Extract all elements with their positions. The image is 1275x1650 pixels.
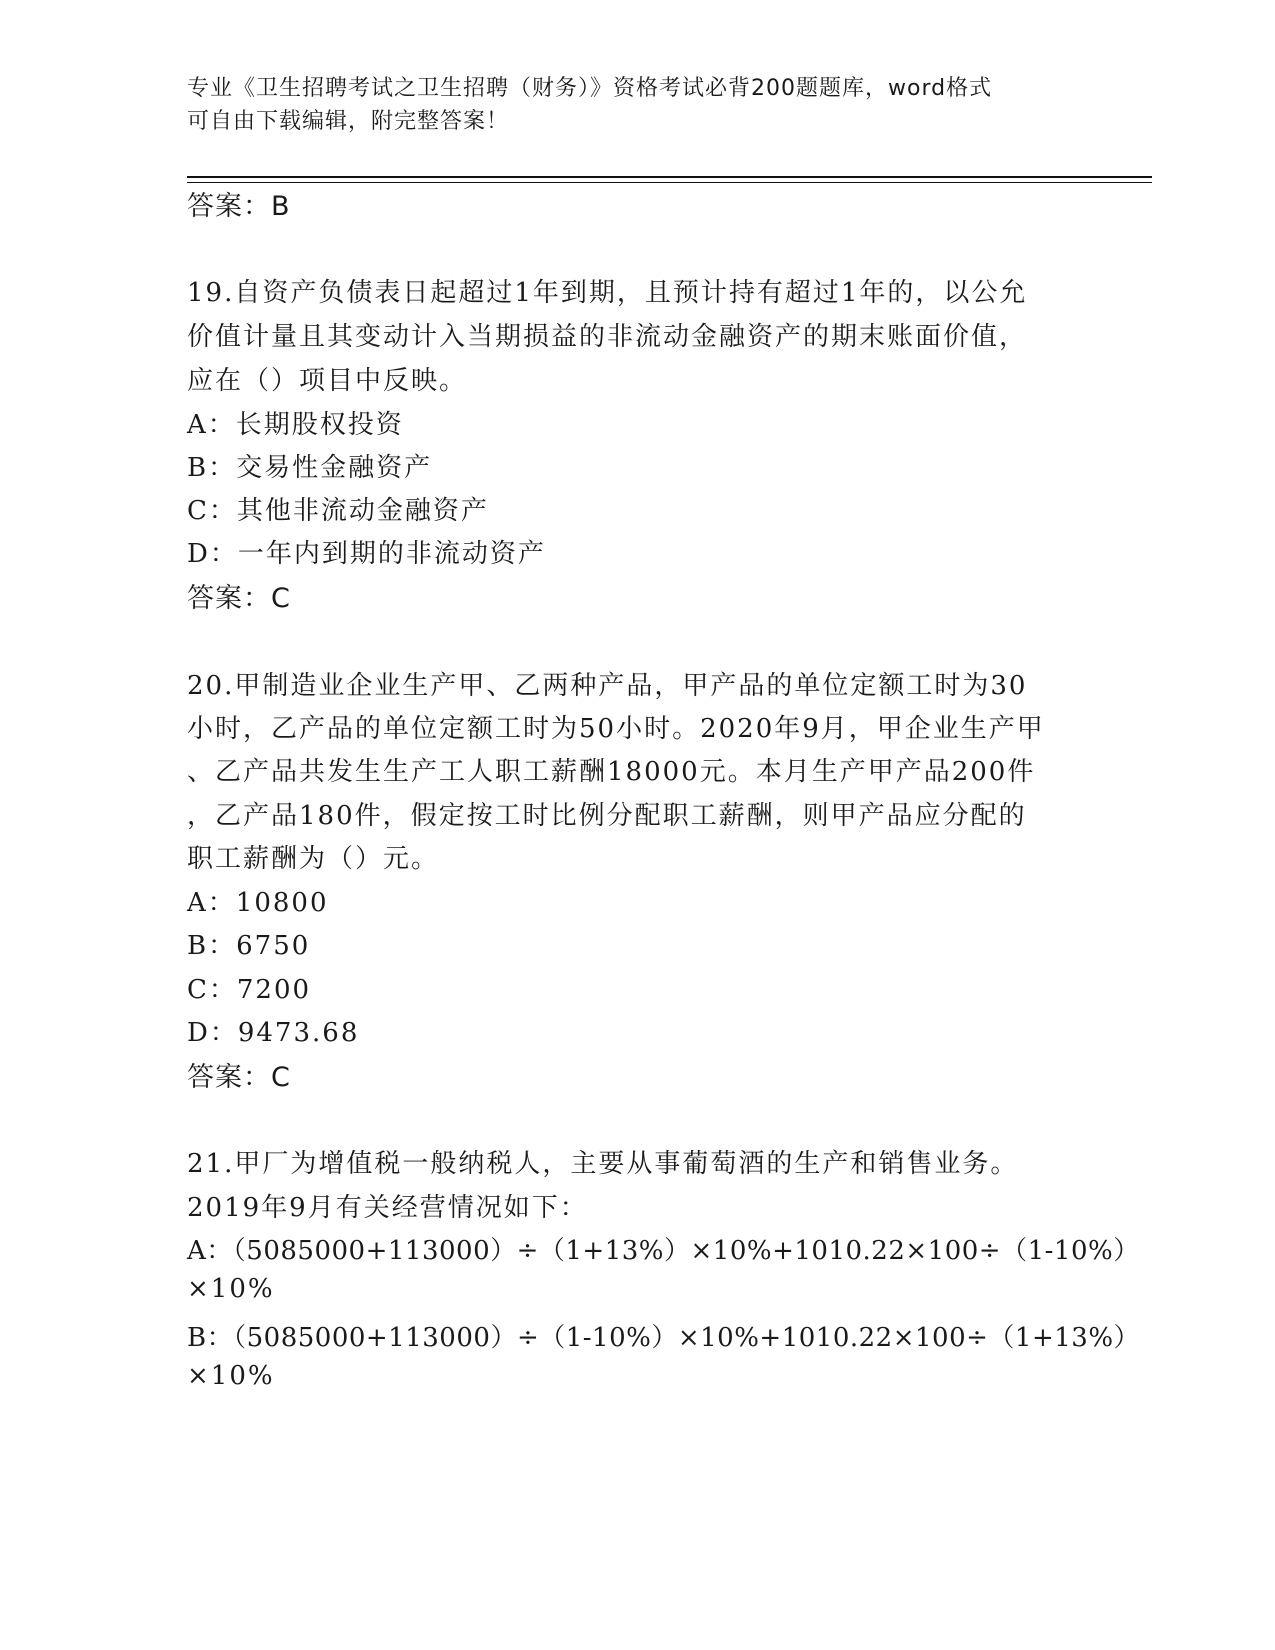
header-rule-thick: [187, 176, 1152, 178]
q20-option-b: B：6750: [187, 931, 311, 961]
q21-option-a: A：（5085000+113000）÷（1+13%）×10%+1010.22×100÷（1-10%）: [187, 1236, 1140, 1266]
q20-stem-line-2: 小时，乙产品的单位定额工时为50小时。2020年9月，甲企业生产甲: [187, 714, 1045, 744]
q19-stem-line-3: 应在（）项目中反映。: [187, 366, 468, 396]
q21-option-b-cont: ×10%: [187, 1361, 275, 1391]
page-header: [187, 72, 1087, 138]
header-line-1: 专业《卫生招聘考试之卫生招聘（财务）》资格考试必背200题题库，word格式: [187, 76, 993, 101]
header-line-2: 可自由下载编辑，附完整答案！: [187, 109, 510, 134]
header-rule-thin: [187, 182, 1152, 183]
answer-prev: 答案：B: [187, 191, 291, 222]
q19-option-b: B：交易性金融资产: [187, 453, 433, 483]
q19-stem-line-2: 价值计量且其变动计入当期损益的非流动金融资产的期末账面价值，: [187, 322, 1028, 352]
q21-stem-line-2: 2019年9月有关经营情况如下：: [187, 1193, 588, 1223]
q20-stem-line-4: ，乙产品180件，假定按工时比例分配职工薪酬，则甲产品应分配的: [187, 801, 1027, 831]
q20-option-c: C：7200: [187, 975, 312, 1005]
q20-stem-line-3: 、乙产品共发生生产工人职工薪酬18000元。本月生产甲产品200件: [187, 757, 1036, 787]
q21-stem-line-1: 21.甲厂为增值税一般纳税人，主要从事葡萄酒的生产和销售业务。: [187, 1149, 1019, 1179]
q20-answer: 答案：C: [187, 1062, 291, 1093]
q19-answer: 答案：C: [187, 583, 291, 614]
q20-stem-line-1: 20.甲制造业企业生产甲、乙两种产品，甲产品的单位定额工时为30: [187, 671, 1028, 701]
q20-stem-line-5: 职工薪酬为（）元。: [187, 844, 440, 874]
q19-option-d: D：一年内到期的非流动资产: [187, 539, 546, 569]
q19-stem-line-1: 19.自资产负债表日起超过1年到期，且预计持有超过1年的，以公允: [187, 278, 1028, 308]
q21-option-b: B：（5085000+113000）÷（1-10%）×10%+1010.22×100÷（1+13%）: [187, 1323, 1141, 1353]
q19-option-c: C：其他非流动金融资产: [187, 496, 489, 526]
q19-option-a: A：长期股权投资: [187, 410, 404, 440]
q21-option-a-cont: ×10%: [187, 1274, 275, 1304]
q20-option-d: D：9473.68: [187, 1018, 360, 1048]
q20-option-a: A：10800: [187, 888, 329, 918]
